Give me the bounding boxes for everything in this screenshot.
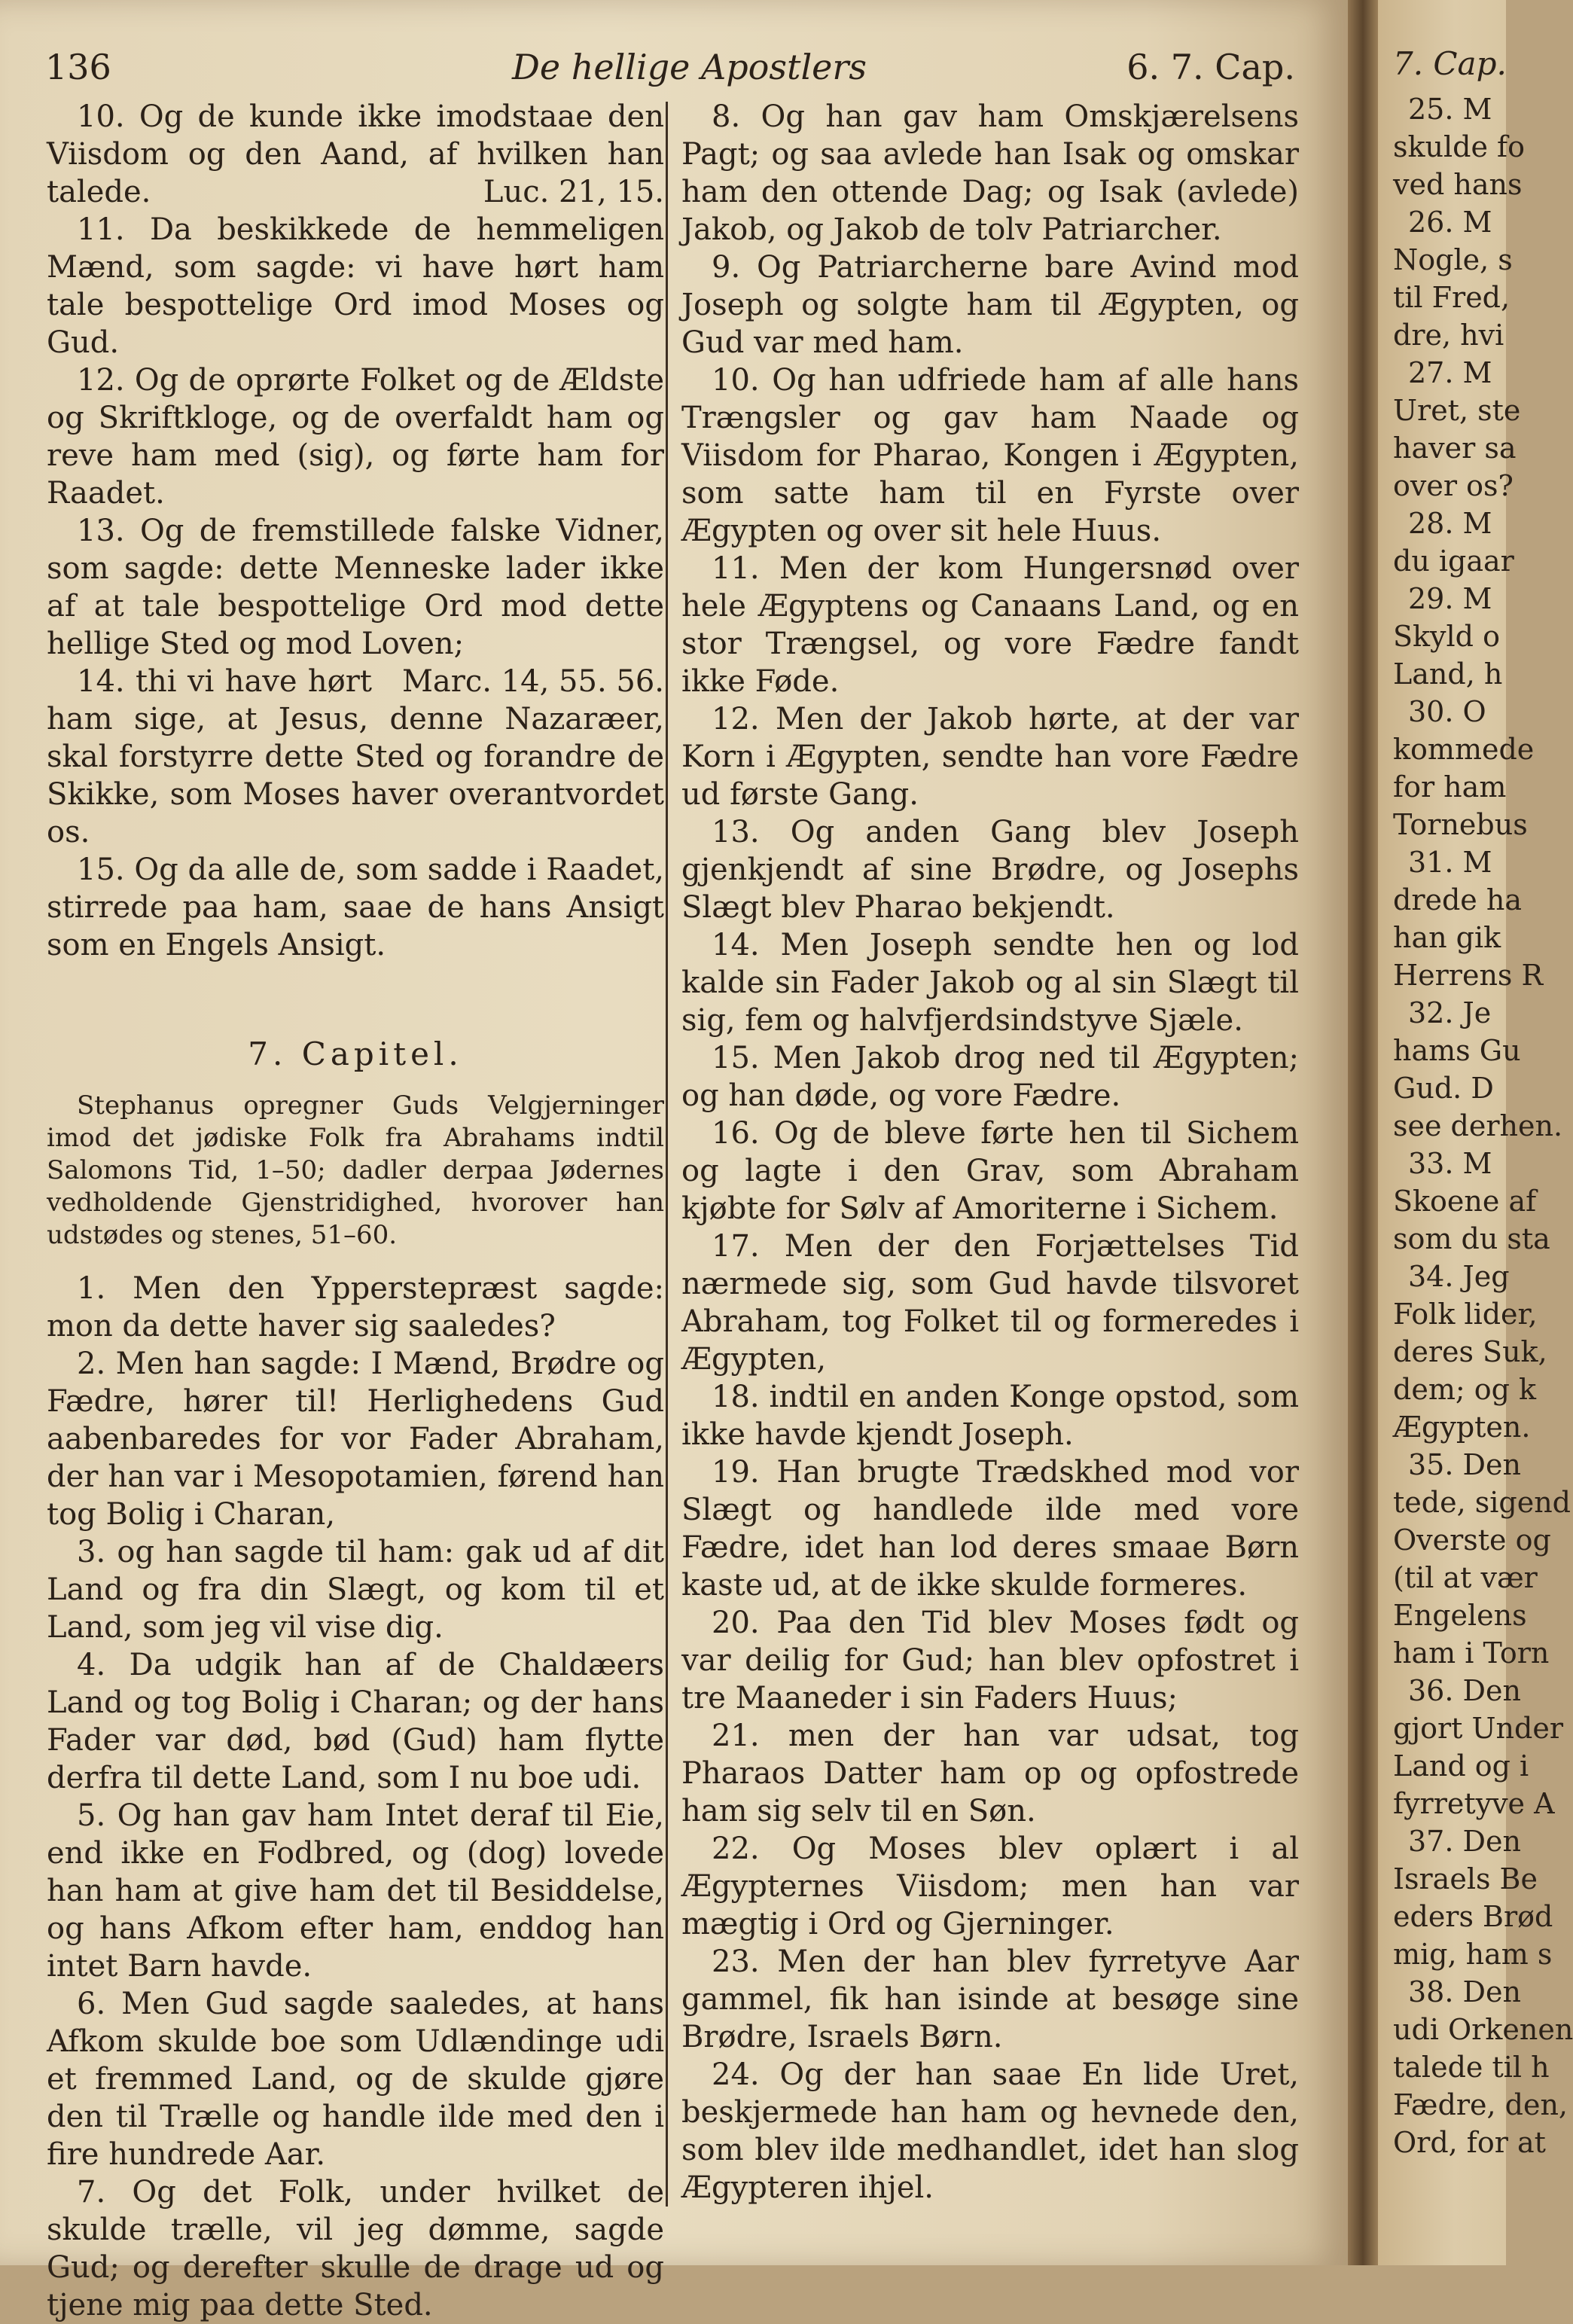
facing-page-line: mig, ham s — [1393, 1938, 1553, 1971]
facing-page-line: 25. M — [1408, 93, 1492, 126]
facing-page-line: som du sta — [1393, 1222, 1550, 1255]
facing-page-line: skulde fo — [1393, 130, 1525, 163]
facing-page-line: haver sa — [1393, 432, 1517, 465]
facing-page-line: eders Brød — [1393, 1900, 1553, 1933]
facing-page-line: for ham — [1393, 770, 1507, 804]
verse: 6. Men Gud sagde saaledes, at hans Afkom skulde boe som Udlændinge udi et fremmed Land, og de skulde gjøre den til Trælle og handle ilde med den i fire hundrede Aar. — [47, 1987, 664, 2172]
cross-reference: Marc. 14, 55. 56. — [401, 664, 664, 699]
facing-page-line: 27. M — [1408, 356, 1492, 389]
facing-page-line: dre, hvi — [1393, 319, 1504, 352]
verse: 12. Men der Jakob hørte, at der var Korn i Ægypten, sendte han vore Fædre ud første Gang. — [681, 702, 1299, 812]
verse: 15. Men Jakob drog ned til Ægypten; og han døde, og vore Fædre. — [681, 1041, 1299, 1113]
facing-page-line: du igaar — [1393, 544, 1514, 578]
book-page-right-edge — [1378, 0, 1573, 2265]
facing-page-line: Ægypten. — [1393, 1411, 1531, 1444]
verse: 9. Og Patriarcherne bare Avind mod Joseph og solgte ham til Ægypten, og Gud var med ham. — [681, 250, 1299, 360]
facing-page-line: udi Orkenen — [1393, 2013, 1573, 2046]
facing-page-line: 36. Den — [1408, 1674, 1521, 1707]
verse-text: 13. Og de fremstillede falske Vidner, som sagde: dette Menneske lader ikke af at tale bespottelige Ord mod dette hellige Sted og mod Loven; — [47, 514, 664, 661]
cross-reference: Luc. 21, 15. — [483, 175, 664, 209]
verse: 17. Men der den Forjættelses Tid nærmede sig, som Gud havde tilsvoret Abraham, tog Folket til og formeredes i Ægypten, — [681, 1229, 1299, 1377]
verse: 10. Og han udfriede ham af alle hans Trængsler og gav ham Naade og Viisdom for Pharao, Kongen i Ægypten, som satte ham til en Fyrste over Ægypten og over sit hele Huus. — [681, 363, 1299, 548]
facing-page-line: talede til h — [1393, 2051, 1550, 2084]
facing-page-line: 34. Jeg — [1408, 1260, 1510, 1293]
facing-page-line: Skyld o — [1393, 620, 1500, 653]
verse: 20. Paa den Tid blev Moses født og var deilig for Gud; han blev opfostret i tre Maaneder i sin Faders Huus; — [681, 1606, 1299, 1716]
facing-page-line: Engelens — [1393, 1599, 1527, 1632]
verse — [47, 211, 664, 361]
facing-page-header: 7. Cap. — [1393, 45, 1507, 82]
facing-page-line: drede ha — [1393, 883, 1522, 916]
running-title: De hellige Apostlers — [512, 47, 867, 87]
verse-text: 10. Og de kunde ikke imodstaae den Viisdom og den Aand, af hvilken han talede. — [47, 99, 664, 209]
chapter-7-verses — [47, 1270, 664, 2324]
facing-page-line: Overste og — [1393, 1523, 1551, 1557]
facing-page-line: hams Gu — [1393, 1034, 1521, 1067]
facing-page-line: kommede — [1393, 733, 1535, 766]
facing-page-line: dem; og k — [1393, 1373, 1537, 1406]
facing-page-line: deres Suk, — [1393, 1335, 1547, 1368]
verse: 22. Og Moses blev oplært i al Ægypternes Viisdom; men han var mægtig i Ord og Gjerninger. — [681, 1831, 1299, 1941]
verse: 11. Men der kom Hungersnød over hele Ægyptens og Canaans Land, og en stor Trængsel, og vore Fædre fandt ikke Føde. — [681, 551, 1299, 699]
facing-page-line: fyrretyve A — [1393, 1787, 1555, 1820]
chapter-6-verses — [47, 98, 664, 964]
facing-page-line: 37. Den — [1408, 1825, 1521, 1858]
left-column — [47, 98, 664, 2324]
facing-page-line: gjort Under — [1393, 1712, 1563, 1745]
facing-page-line: 31. M — [1408, 846, 1492, 879]
chapter-reference: 6. 7. Cap. — [1126, 47, 1295, 87]
facing-page-line: Folk lider, — [1393, 1298, 1538, 1331]
verse: 1. Men den Ypperstepræst sagde: mon da dette haver sig saaledes? — [47, 1271, 664, 1343]
page-number: 136 — [45, 47, 111, 87]
facing-page-line: Land og i — [1393, 1749, 1529, 1783]
verse: 21. men der han var udsat, tog Pharaos Datter ham op og opfostrede ham sig selv til en Søn. — [681, 1719, 1299, 1828]
facing-page-line: 28. M — [1408, 507, 1492, 540]
verse: 19. Han brugte Trædskhed mod vor Slægt og handlede ilde med vore Fædre, idet han lod deres smaae Børn kaste ud, at de ikke skulde formeres. — [681, 1455, 1299, 1603]
verse: 24. Og der han saae En lide Uret, beskjermede han ham og hevnede den, som blev ilde medhandlet, idet han slog Ægypteren ihjel. — [681, 2057, 1299, 2205]
facing-page-line: til Fred, — [1393, 281, 1511, 314]
verse: 13. Og anden Gang blev Joseph gjenkjendt af sine Brødre, og Josephs Slægt blev Pharao bekjendt. — [681, 815, 1299, 925]
facing-page-line: ved hans — [1393, 168, 1523, 201]
facing-page-line: (til at vær — [1393, 1561, 1538, 1594]
verse-text: 12. Og de oprørte Folket og de Ældste og Skriftkloge, og de overfaldt ham og reve ham med (sig), og førte ham for Raadet. — [47, 363, 664, 511]
facing-page-line: ham i Torn — [1393, 1636, 1550, 1670]
facing-page-line: Fædre, den, — [1393, 2088, 1568, 2121]
verse: 16. Og de bleve førte hen til Sichem og lagte i den Grav, som Abraham kjøbte for Sølv af Amoriterne i Sichem. — [681, 1116, 1299, 1226]
facing-page-line: Gud. D — [1393, 1072, 1494, 1105]
facing-page-line: 30. O — [1408, 695, 1486, 728]
facing-page-line: 32. Je — [1408, 996, 1492, 1029]
verse — [47, 851, 664, 964]
verse: 2. Men han sagde: I Mænd, Brødre og Fædre, hører til! Herlighedens Gud aabenbaredes for vor Fader Abraham, der han var i Mesopotamien, førend han tog Bolig i Charan, — [47, 1347, 664, 1532]
verse-text: 11. Da beskikkede de hemmeligen Mænd, som sagde: vi have hørt ham tale bespottelige Ord imod Moses og Gud. — [47, 212, 664, 360]
facing-page-line: 35. Den — [1408, 1448, 1521, 1481]
verse: 4. Da udgik han af de Chaldæers Land og tog Bolig i Charan; og der hans Fader var død, bød (Gud) ham flytte derfra til dette Land, som I nu boe udi. — [47, 1648, 664, 1795]
facing-page-line: 33. M — [1408, 1147, 1492, 1180]
facing-page-line: tede, sigend — [1393, 1486, 1571, 1519]
facing-page-line: Skoene af — [1393, 1185, 1537, 1218]
verse-text: 14. thi vi have hørt ham sige, at Jesus, denne Nazaræer, skal forstyrre dette Sted og forandre de Skikke, som Moses haver overantvordet os. — [47, 664, 664, 849]
facing-page-line: Tornebus — [1393, 808, 1528, 841]
verse: 7. Og det Folk, under hvilket de skulde trælle, vil jeg dømme, sagde Gud; og derefter skulle de drage ud og tjene mig paa dette Sted. — [47, 2175, 664, 2322]
verse: 5. Og han gav ham Intet deraf til Eie, end ikke en Fodbred, og (dog) lovede han ham at give ham det til Besiddelse, og hans Afkom efter ham, enddog han intet Barn havde. — [47, 1798, 664, 1984]
verse: 8. Og han gav ham Omskjærelsens Pagt; og saa avlede han Isak og omskar ham den ottende Dag; og Isak (avlede) Jakob, og Jakob de tolv Patriarcher. — [681, 99, 1299, 247]
verse: 18. indtil en anden Konge opstod, som ikke havde kjendt Joseph. — [681, 1380, 1299, 1452]
facing-page-line: over os? — [1393, 469, 1514, 502]
page-header — [45, 47, 1295, 99]
verse: 14. Men Joseph sendte hen og lod kalde sin Fader Jakob og al sin Slægt til sig, fem og halvfjerdsindstyve Sjæle. — [681, 928, 1299, 1038]
facing-page-line: Uret, ste — [1393, 394, 1521, 427]
facing-page-line: Land, h — [1393, 657, 1503, 691]
verse — [47, 512, 664, 699]
facing-page-line: 26. M — [1408, 206, 1492, 239]
verse-text: 15. Og da alle de, som sadde i Raadet, stirrede paa ham, saae de hans Ansigt som en Engels Ansigt. — [47, 852, 664, 962]
verse — [47, 98, 664, 211]
chapter-summary: Stephanus opregner Guds Velgjerninger imod det jødiske Folk fra Abrahams indtil Salomons Tid, 1–50; dadler derpaa Jødernes vedholdende Gjenstridighed, hvorover han udstødes og stenes, 51–60. — [47, 1090, 664, 1250]
facing-page-line: Nogle, s — [1393, 243, 1513, 276]
right-column-verses — [681, 98, 1299, 2207]
facing-page-line: Herrens R — [1393, 959, 1544, 992]
facing-page-line: han gik — [1393, 921, 1501, 954]
facing-page-line: Israels Be — [1393, 1862, 1538, 1895]
chapter-title: 7. Capitel. — [248, 1035, 463, 1072]
right-column — [681, 98, 1299, 2207]
book-gutter — [1348, 0, 1378, 2265]
verse — [47, 361, 664, 512]
verse: 3. og han sagde til ham: gak ud af dit Land og fra din Slægt, og kom til et Land, som jeg vil vise dig. — [47, 1535, 664, 1645]
facing-page-line: Ord, for at — [1393, 2126, 1546, 2159]
facing-page-line: 38. Den — [1408, 1975, 1521, 2008]
column-divider — [666, 102, 668, 2207]
facing-page-line: 29. M — [1408, 582, 1492, 615]
facing-page-text — [1393, 90, 1573, 2161]
verse: 23. Men der han blev fyrretyve Aar gammel, fik han isinde at besøge sine Brødre, Israels Børn. — [681, 1944, 1299, 2054]
facing-page-line: see derhen. — [1393, 1109, 1563, 1142]
